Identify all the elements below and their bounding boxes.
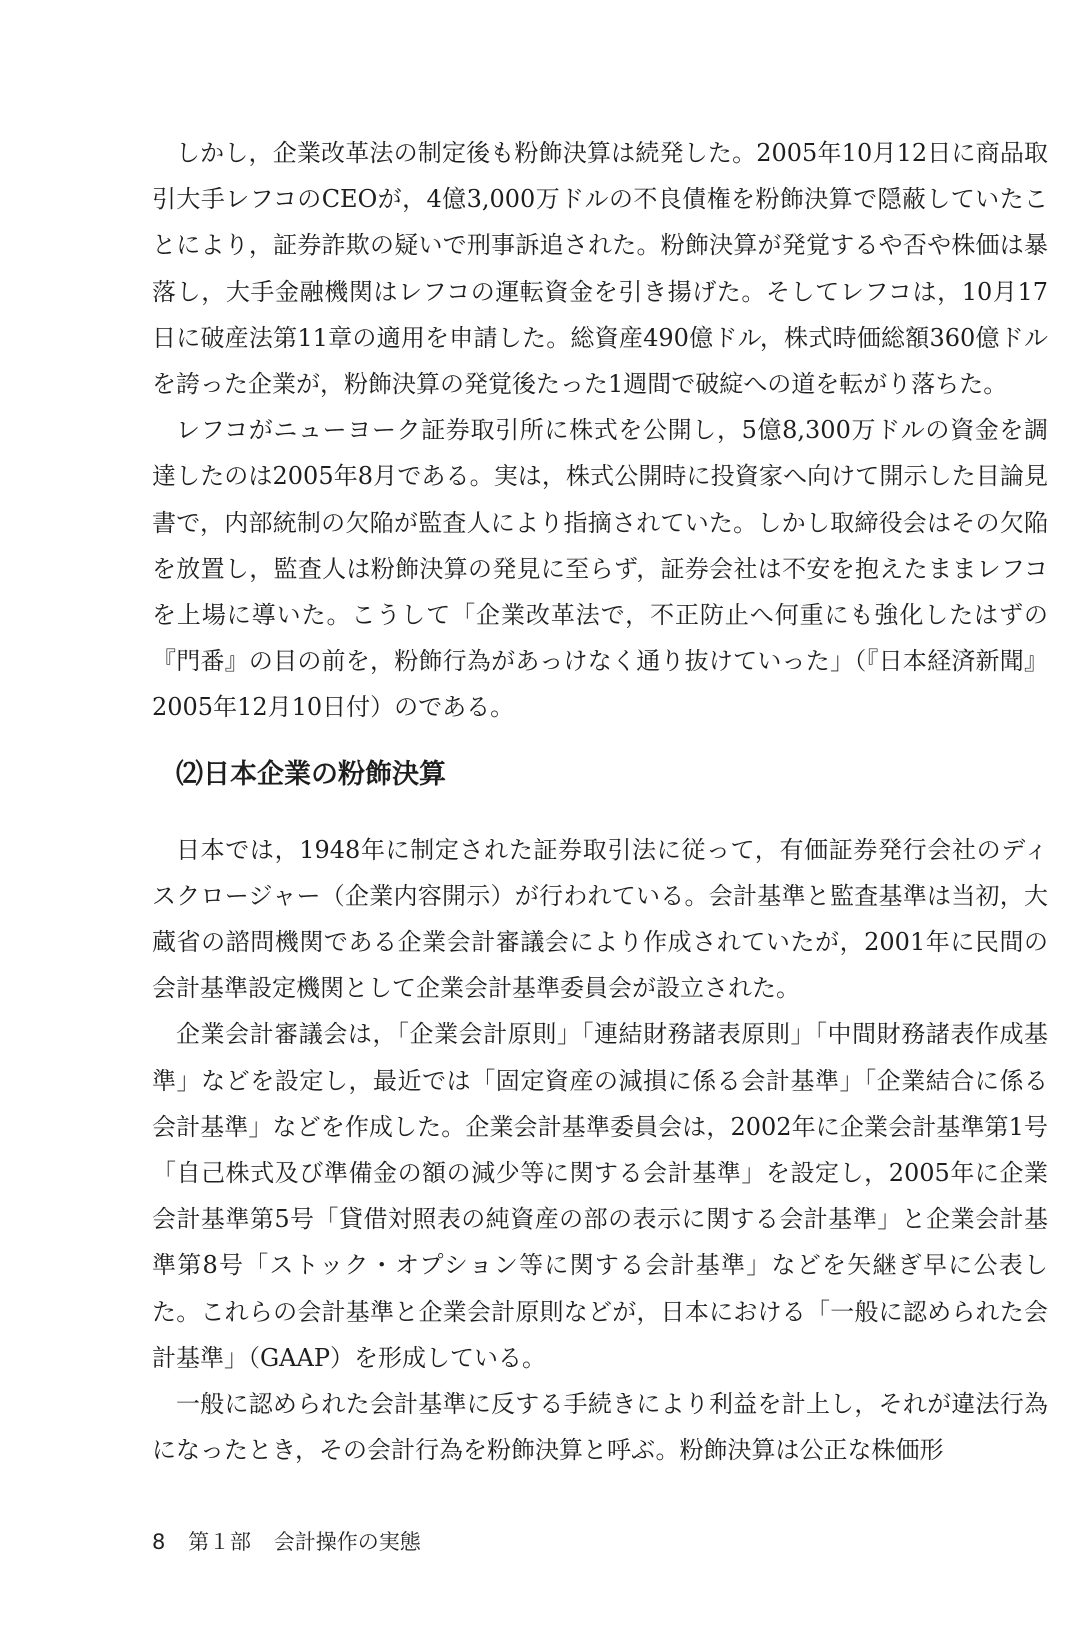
part-label: 第１部 <box>188 1530 252 1554</box>
part-title: 会計操作の実態 <box>273 1530 421 1554</box>
paragraph: しかし，企業改革法の制定後も粉飾決算は続発した。2005年10月12日に商品取引大手レフコのCEOが，4億3,000万ドルの不良債権を粉飾決算で隠蔽していたことにより，証券詐欺の疑いで刑事訴追された。粉飾決算が発覚するや否や株価は暴落し，大手金融機関はレフコの運転資金を引き揚げた。そしてレフコは，10月17日に破産法第11章の適用を申請した。総資産490億ドル，株式時価総額360億ドルを誇った企業が，粉飾決算の発覚後たった1週間で破綻への道を転がり落ちた。 <box>152 139 1048 399</box>
paragraph: 日本では，1948年に制定された証券取引法に従って，有価証券発行会社のディスクロージャー（企業内容開示）が行われている。会計基準と監査基準は当初，大蔵省の諮問機関である企業会計審議会により作成されていたが，2001年に民間の会計基準設定機関として企業会計基準委員会が設立された。 <box>152 835 1048 1003</box>
page-footer <box>152 1526 437 1556</box>
page-number: 8 <box>152 1530 166 1554</box>
body-text <box>152 130 1048 1473</box>
paragraph: レフコがニューヨーク証券取引所に株式を公開し，5億8,300万ドルの資金を調達したのは2005年8月である。実は，株式公開時に投資家へ向けて開示した目論見書で，内部統制の欠陥が監査人により指摘されていた。しかし取締役会はその欠陥を放置し，監査人は粉飾決算の発見に至らず，証券会社は不安を抱えたままレフコを上場に導いた。こうして「企業改革法で，不正防止へ何重にも強化したはずの『門番』の目の前を，粉飾行為があっけなく通り抜けていった」（『日本経済新聞』2005年12月10日付）のである。 <box>152 416 1048 722</box>
paragraph: 一般に認められた会計基準に反する手続きにより利益を計上し，それが違法行為になったとき，その会計行為を粉飾決算と呼ぶ。粉飾決算は公正な株価形 <box>152 1390 1048 1465</box>
paragraph: 企業会計審議会は，「企業会計原則」「連結財務諸表原則」「中間財務諸表作成基準」などを設定し，最近では「固定資産の減損に係る会計基準」「企業結合に係る会計基準」などを作成した。企業会計基準委員会は，2002年に企業会計基準第1号「自己株式及び準備金の額の減少等に関する会計基準」を設定し，2005年に企業会計基準第5号「貸借対照表の純資産の部の表示に関する会計基準」と企業会計基準第8号「ストック・オプション等に関する会計基準」などを矢継ぎ早に公表した。これらの会計基準と企業会計原則などが，日本における「一般に認められた会計基準」（GAAP）を形成している。 <box>152 1020 1048 1372</box>
section-heading: ⑵日本企業の粉飾決算 <box>176 758 446 790</box>
